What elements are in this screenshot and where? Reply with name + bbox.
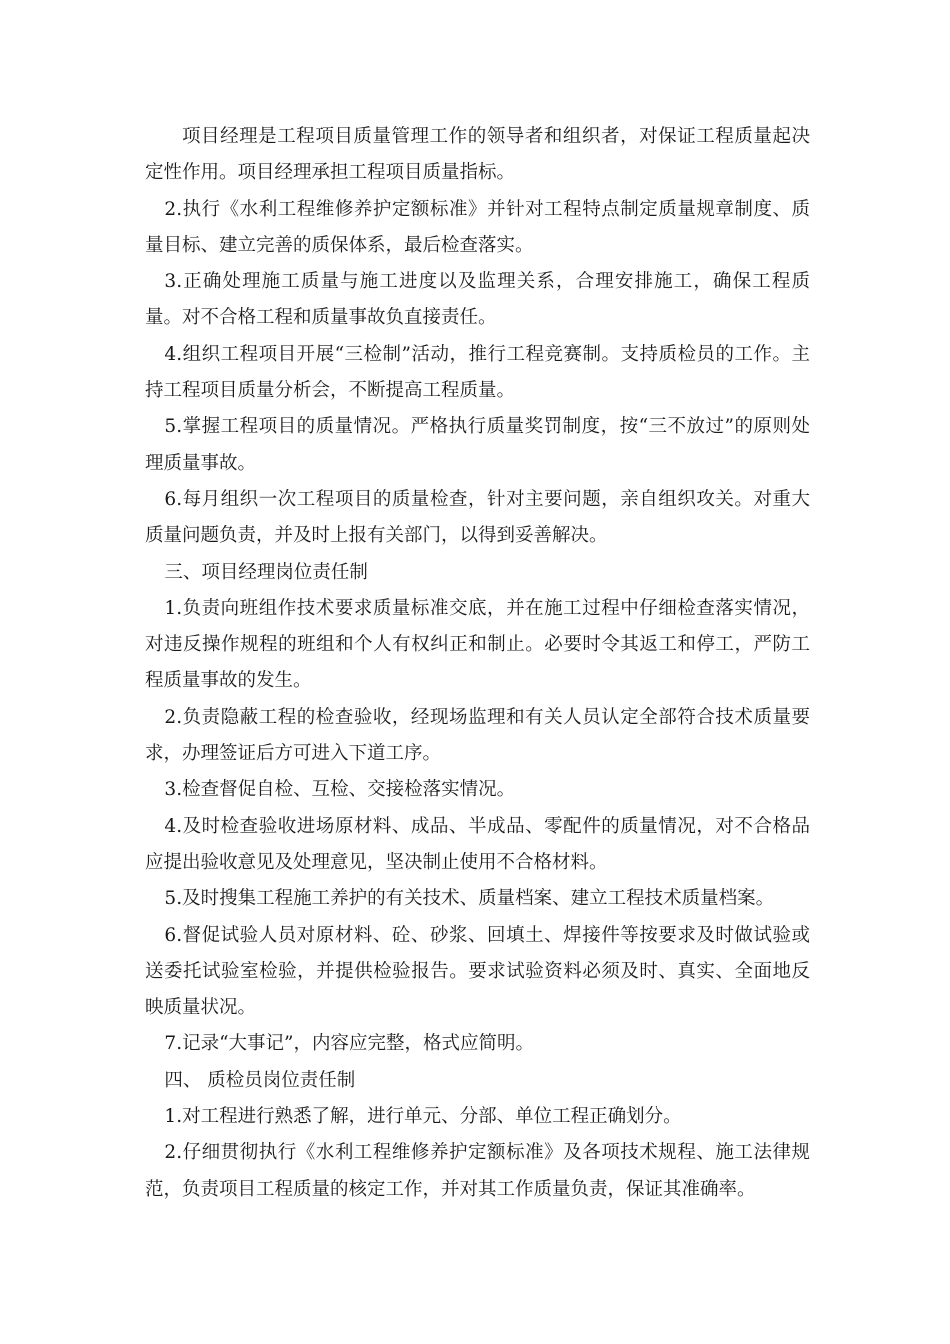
paragraph-item-2: 2.执行《水利工程维修养护定额标准》并针对工程特点制定质量规章制度、质量目标、建立完善的质保体系，最后检查落实。 <box>145 198 810 256</box>
paragraph-s3-item-5: 5.及时搜集工程施工养护的有关技术、质量档案、建立工程技术质量档案。 <box>164 888 775 910</box>
paragraph-s4-item-2: 2.仔细贯彻执行《水利工程维修养护定额标准》及各项技术规程、施工法律规范，负责项目工程质量的核定工作，并对其工作质量负责，保证其准确率。 <box>145 1142 810 1200</box>
paragraph-intro: 项目经理是工程项目质量管理工作的领导者和组织者，对保证工程质量起决定性作用。项目经理承担工程项目质量指标。 <box>145 126 810 184</box>
paragraph-item-3: 3.正确处理施工质量与施工进度以及监理关系，合理安排施工，确保工程质量。对不合格工程和质量事故负直接责任。 <box>145 271 810 329</box>
paragraph-s3-item-1: 1.负责向班组作技术要求质量标准交底，并在施工过程中仔细检查落实情况，对违反操作规程的班组和个人有权纠正和制止。必要时令其返工和停工，严防工程质量事故的发生。 <box>145 597 810 692</box>
paragraph-s3-item-2: 2.负责隐蔽工程的检查验收，经现场监理和有关人员认定全部符合技术质量要求，办理签证后方可进入下道工序。 <box>145 706 810 765</box>
paragraph-s3-item-4: 4.及时检查验收进场原材料、成品、半成品、零配件的质量情况，对不合格品应提出验收意见及处理意见，坚决制止使用不合格材料。 <box>145 815 810 873</box>
paragraph-s4-item-1: 1.对工程进行熟悉了解，进行单元、分部、单位工程正确划分。 <box>164 1106 682 1128</box>
section-heading-3: 三、项目经理岗位责任制 <box>164 561 368 583</box>
paragraph-s3-item-3: 3.检查督促自检、互检、交接检落实情况。 <box>164 779 516 801</box>
section-heading-4: 四、 质检员岗位责任制 <box>164 1069 356 1091</box>
paragraph-item-4: 4.组织工程项目开展“三检制”活动，推行工程竞赛制。支持质检员的工作。主持工程项目质量分析会，不断提高工程质量。 <box>145 343 810 402</box>
paragraph-s3-item-7: 7.记录“大事记”，内容应完整，格式应简明。 <box>164 1033 534 1055</box>
paragraph-item-6: 6.每月组织一次工程项目的质量检查，针对主要问题，亲自组织攻关。对重大质量问题负责，并及时上报有关部门，以得到妥善解决。 <box>145 488 810 547</box>
paragraph-item-5: 5.掌握工程项目的质量情况。严格执行质量奖罚制度，按“三不放过”的原则处理质量事故。 <box>145 416 810 474</box>
document-body <box>145 119 810 1208</box>
paragraph-s3-item-6: 6.督促试验人员对原材料、砼、砂浆、回填土、焊接件等按要求及时做试验或送委托试验室检验，并提供检验报告。要求试验资料必须及时、真实、全面地反映质量状况。 <box>145 924 810 1019</box>
